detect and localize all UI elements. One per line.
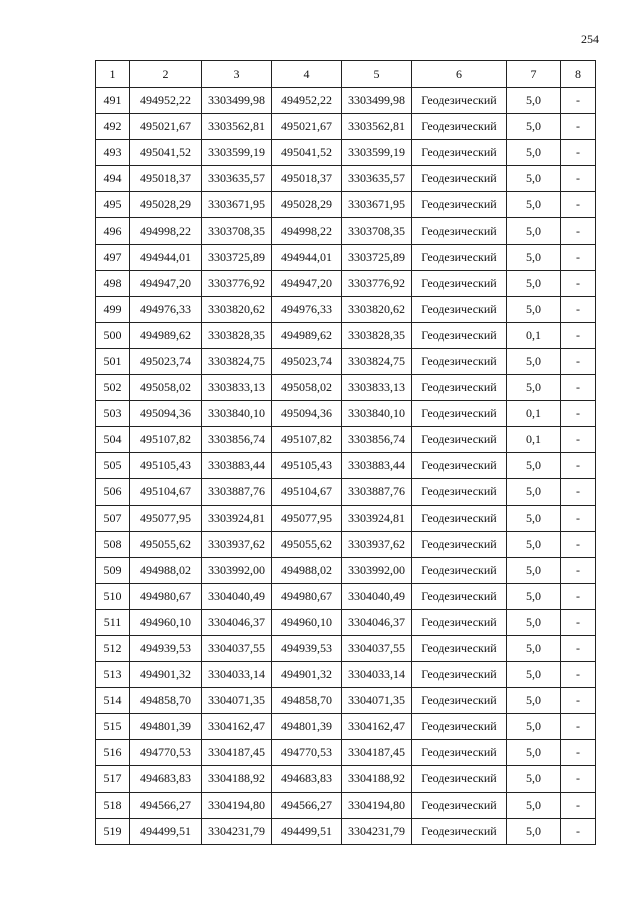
cell-x-coordinate: 494988,02	[130, 557, 202, 583]
table-row	[96, 375, 596, 401]
table-row	[96, 609, 596, 635]
cell-method: Геодезический	[412, 505, 507, 531]
cell-point-number: 496	[96, 218, 130, 244]
cell-method: Геодезический	[412, 688, 507, 714]
cell-note: -	[561, 88, 596, 114]
cell-x-coordinate: 494960,10	[130, 609, 202, 635]
cell-point-number: 500	[96, 322, 130, 348]
table-row	[96, 427, 596, 453]
table-row	[96, 322, 596, 348]
cell-accuracy: 5,0	[507, 114, 561, 140]
cell-x-coordinate: 494980,67	[130, 583, 202, 609]
cell-x-coordinate: 495094,36	[130, 401, 202, 427]
cell-accuracy: 5,0	[507, 270, 561, 296]
cell-method: Геодезический	[412, 244, 507, 270]
cell-method: Геодезический	[412, 401, 507, 427]
cell-note: -	[561, 662, 596, 688]
table-row	[96, 296, 596, 322]
cell-note: -	[561, 453, 596, 479]
cell-accuracy: 5,0	[507, 296, 561, 322]
cell-x-coordinate-repeat: 495023,74	[272, 348, 342, 374]
column-header-6: 6	[412, 61, 507, 88]
cell-point-number: 497	[96, 244, 130, 270]
cell-method: Геодезический	[412, 375, 507, 401]
cell-x-coordinate-repeat: 494858,70	[272, 688, 342, 714]
cell-method: Геодезический	[412, 218, 507, 244]
table-row	[96, 270, 596, 296]
column-header-1: 1	[96, 61, 130, 88]
cell-y-coordinate: 3303708,35	[202, 218, 272, 244]
cell-x-coordinate: 494683,83	[130, 766, 202, 792]
cell-y-coordinate-repeat: 3304231,79	[342, 818, 412, 844]
table-row	[96, 453, 596, 479]
table-row	[96, 192, 596, 218]
cell-x-coordinate-repeat: 495094,36	[272, 401, 342, 427]
cell-y-coordinate: 3303937,62	[202, 531, 272, 557]
cell-point-number: 506	[96, 479, 130, 505]
table-row	[96, 688, 596, 714]
cell-x-coordinate: 494801,39	[130, 714, 202, 740]
cell-y-coordinate-repeat: 3303824,75	[342, 348, 412, 374]
cell-point-number: 517	[96, 766, 130, 792]
cell-note: -	[561, 531, 596, 557]
cell-x-coordinate: 494901,32	[130, 662, 202, 688]
cell-x-coordinate: 495058,02	[130, 375, 202, 401]
cell-accuracy: 5,0	[507, 766, 561, 792]
cell-x-coordinate: 495021,67	[130, 114, 202, 140]
cell-y-coordinate-repeat: 3303820,62	[342, 296, 412, 322]
table-row	[96, 635, 596, 661]
cell-y-coordinate: 3304162,47	[202, 714, 272, 740]
cell-x-coordinate-repeat: 495021,67	[272, 114, 342, 140]
cell-y-coordinate-repeat: 3303883,44	[342, 453, 412, 479]
cell-method: Геодезический	[412, 140, 507, 166]
cell-method: Геодезический	[412, 453, 507, 479]
cell-y-coordinate-repeat: 3304033,14	[342, 662, 412, 688]
cell-y-coordinate-repeat: 3304187,45	[342, 740, 412, 766]
table-row	[96, 218, 596, 244]
cell-x-coordinate: 494566,27	[130, 792, 202, 818]
cell-x-coordinate-repeat: 495055,62	[272, 531, 342, 557]
cell-y-coordinate-repeat: 3303992,00	[342, 557, 412, 583]
table-row	[96, 766, 596, 792]
cell-method: Геодезический	[412, 635, 507, 661]
cell-accuracy: 5,0	[507, 140, 561, 166]
cell-point-number: 504	[96, 427, 130, 453]
cell-y-coordinate: 3303992,00	[202, 557, 272, 583]
cell-y-coordinate-repeat: 3303924,81	[342, 505, 412, 531]
cell-note: -	[561, 296, 596, 322]
cell-x-coordinate-repeat: 495107,82	[272, 427, 342, 453]
cell-y-coordinate: 3303828,35	[202, 322, 272, 348]
cell-x-coordinate-repeat: 495041,52	[272, 140, 342, 166]
cell-accuracy: 5,0	[507, 166, 561, 192]
cell-y-coordinate: 3304033,14	[202, 662, 272, 688]
cell-point-number: 519	[96, 818, 130, 844]
cell-x-coordinate: 494976,33	[130, 296, 202, 322]
cell-y-coordinate-repeat: 3304194,80	[342, 792, 412, 818]
column-header-2: 2	[130, 61, 202, 88]
cell-x-coordinate: 494944,01	[130, 244, 202, 270]
cell-note: -	[561, 583, 596, 609]
cell-accuracy: 5,0	[507, 244, 561, 270]
cell-y-coordinate: 3303635,57	[202, 166, 272, 192]
cell-x-coordinate-repeat: 494980,67	[272, 583, 342, 609]
cell-note: -	[561, 792, 596, 818]
cell-note: -	[561, 688, 596, 714]
column-header-3: 3	[202, 61, 272, 88]
cell-y-coordinate-repeat: 3303856,74	[342, 427, 412, 453]
cell-accuracy: 5,0	[507, 348, 561, 374]
cell-y-coordinate: 3303499,98	[202, 88, 272, 114]
cell-point-number: 507	[96, 505, 130, 531]
cell-method: Геодезический	[412, 322, 507, 348]
table-row	[96, 818, 596, 844]
cell-y-coordinate: 3304040,49	[202, 583, 272, 609]
table-row	[96, 401, 596, 427]
table-row	[96, 166, 596, 192]
cell-y-coordinate: 3304231,79	[202, 818, 272, 844]
cell-x-coordinate-repeat: 494901,32	[272, 662, 342, 688]
cell-method: Геодезический	[412, 479, 507, 505]
cell-y-coordinate-repeat: 3304188,92	[342, 766, 412, 792]
cell-y-coordinate-repeat: 3303562,81	[342, 114, 412, 140]
cell-point-number: 515	[96, 714, 130, 740]
cell-y-coordinate: 3303924,81	[202, 505, 272, 531]
cell-y-coordinate: 3304037,55	[202, 635, 272, 661]
cell-y-coordinate: 3303887,76	[202, 479, 272, 505]
table-body	[96, 88, 596, 845]
cell-accuracy: 5,0	[507, 505, 561, 531]
cell-x-coordinate-repeat: 495104,67	[272, 479, 342, 505]
cell-accuracy: 5,0	[507, 740, 561, 766]
cell-y-coordinate: 3303820,62	[202, 296, 272, 322]
cell-point-number: 501	[96, 348, 130, 374]
cell-note: -	[561, 218, 596, 244]
cell-point-number: 511	[96, 609, 130, 635]
cell-x-coordinate: 495041,52	[130, 140, 202, 166]
cell-accuracy: 5,0	[507, 375, 561, 401]
cell-accuracy: 0,1	[507, 427, 561, 453]
cell-point-number: 509	[96, 557, 130, 583]
cell-x-coordinate-repeat: 495058,02	[272, 375, 342, 401]
cell-method: Геодезический	[412, 766, 507, 792]
cell-method: Геодезический	[412, 427, 507, 453]
cell-x-coordinate: 495018,37	[130, 166, 202, 192]
cell-x-coordinate-repeat: 494976,33	[272, 296, 342, 322]
cell-accuracy: 5,0	[507, 818, 561, 844]
cell-method: Геодезический	[412, 348, 507, 374]
cell-x-coordinate-repeat: 494801,39	[272, 714, 342, 740]
cell-y-coordinate: 3303776,92	[202, 270, 272, 296]
cell-accuracy: 5,0	[507, 192, 561, 218]
header-row	[96, 61, 596, 88]
cell-accuracy: 5,0	[507, 714, 561, 740]
table-row	[96, 244, 596, 270]
cell-y-coordinate: 3303599,19	[202, 140, 272, 166]
cell-accuracy: 5,0	[507, 453, 561, 479]
cell-x-coordinate-repeat: 494566,27	[272, 792, 342, 818]
cell-method: Геодезический	[412, 557, 507, 583]
cell-method: Геодезический	[412, 662, 507, 688]
cell-note: -	[561, 401, 596, 427]
cell-note: -	[561, 140, 596, 166]
table-row	[96, 662, 596, 688]
cell-x-coordinate-repeat: 494988,02	[272, 557, 342, 583]
cell-x-coordinate-repeat: 495018,37	[272, 166, 342, 192]
cell-y-coordinate-repeat: 3303776,92	[342, 270, 412, 296]
table-row	[96, 505, 596, 531]
cell-note: -	[561, 479, 596, 505]
cell-accuracy: 5,0	[507, 557, 561, 583]
cell-y-coordinate: 3303725,89	[202, 244, 272, 270]
cell-note: -	[561, 375, 596, 401]
table-row	[96, 140, 596, 166]
cell-y-coordinate-repeat: 3304162,47	[342, 714, 412, 740]
cell-accuracy: 5,0	[507, 88, 561, 114]
cell-y-coordinate: 3304046,37	[202, 609, 272, 635]
cell-y-coordinate-repeat: 3304037,55	[342, 635, 412, 661]
cell-x-coordinate: 494770,53	[130, 740, 202, 766]
table-row	[96, 348, 596, 374]
column-header-4: 4	[272, 61, 342, 88]
cell-accuracy: 5,0	[507, 218, 561, 244]
cell-y-coordinate-repeat: 3303833,13	[342, 375, 412, 401]
cell-x-coordinate-repeat: 494998,22	[272, 218, 342, 244]
cell-method: Геодезический	[412, 270, 507, 296]
cell-x-coordinate-repeat: 494989,62	[272, 322, 342, 348]
cell-method: Геодезический	[412, 166, 507, 192]
cell-accuracy: 5,0	[507, 662, 561, 688]
cell-y-coordinate-repeat: 3303725,89	[342, 244, 412, 270]
table-row	[96, 740, 596, 766]
cell-note: -	[561, 818, 596, 844]
cell-method: Геодезический	[412, 531, 507, 557]
cell-note: -	[561, 557, 596, 583]
cell-note: -	[561, 505, 596, 531]
table-row	[96, 114, 596, 140]
cell-x-coordinate: 494952,22	[130, 88, 202, 114]
cell-point-number: 491	[96, 88, 130, 114]
cell-x-coordinate-repeat: 494952,22	[272, 88, 342, 114]
table-row	[96, 714, 596, 740]
cell-point-number: 494	[96, 166, 130, 192]
cell-y-coordinate-repeat: 3303635,57	[342, 166, 412, 192]
cell-accuracy: 5,0	[507, 635, 561, 661]
cell-point-number: 502	[96, 375, 130, 401]
page-number: 254	[581, 32, 599, 46]
cell-y-coordinate: 3303562,81	[202, 114, 272, 140]
cell-note: -	[561, 740, 596, 766]
cell-note: -	[561, 244, 596, 270]
cell-point-number: 513	[96, 662, 130, 688]
cell-note: -	[561, 322, 596, 348]
cell-point-number: 516	[96, 740, 130, 766]
cell-point-number: 493	[96, 140, 130, 166]
cell-y-coordinate-repeat: 3304046,37	[342, 609, 412, 635]
cell-note: -	[561, 427, 596, 453]
cell-point-number: 518	[96, 792, 130, 818]
cell-y-coordinate: 3303840,10	[202, 401, 272, 427]
cell-y-coordinate: 3303856,74	[202, 427, 272, 453]
cell-point-number: 512	[96, 635, 130, 661]
cell-x-coordinate-repeat: 494944,01	[272, 244, 342, 270]
cell-point-number: 510	[96, 583, 130, 609]
cell-point-number: 514	[96, 688, 130, 714]
cell-note: -	[561, 192, 596, 218]
cell-x-coordinate-repeat: 494499,51	[272, 818, 342, 844]
cell-x-coordinate: 495023,74	[130, 348, 202, 374]
table-row	[96, 88, 596, 114]
cell-accuracy: 5,0	[507, 688, 561, 714]
cell-note: -	[561, 609, 596, 635]
cell-x-coordinate: 494998,22	[130, 218, 202, 244]
cell-accuracy: 0,1	[507, 322, 561, 348]
cell-y-coordinate: 3303671,95	[202, 192, 272, 218]
table-row	[96, 583, 596, 609]
cell-y-coordinate: 3304194,80	[202, 792, 272, 818]
cell-accuracy: 0,1	[507, 401, 561, 427]
cell-x-coordinate: 495028,29	[130, 192, 202, 218]
cell-y-coordinate: 3303833,13	[202, 375, 272, 401]
cell-y-coordinate-repeat: 3303887,76	[342, 479, 412, 505]
cell-y-coordinate-repeat: 3304040,49	[342, 583, 412, 609]
cell-note: -	[561, 714, 596, 740]
cell-x-coordinate: 494947,20	[130, 270, 202, 296]
cell-x-coordinate: 494499,51	[130, 818, 202, 844]
cell-x-coordinate-repeat: 494939,53	[272, 635, 342, 661]
cell-accuracy: 5,0	[507, 583, 561, 609]
cell-point-number: 499	[96, 296, 130, 322]
cell-note: -	[561, 766, 596, 792]
cell-accuracy: 5,0	[507, 531, 561, 557]
table-row	[96, 557, 596, 583]
cell-point-number: 508	[96, 531, 130, 557]
cell-y-coordinate-repeat: 3303828,35	[342, 322, 412, 348]
cell-point-number: 498	[96, 270, 130, 296]
cell-note: -	[561, 635, 596, 661]
table-header	[96, 61, 596, 88]
column-header-7: 7	[507, 61, 561, 88]
cell-note: -	[561, 270, 596, 296]
cell-method: Геодезический	[412, 740, 507, 766]
cell-method: Геодезический	[412, 296, 507, 322]
cell-method: Геодезический	[412, 818, 507, 844]
cell-note: -	[561, 348, 596, 374]
cell-note: -	[561, 166, 596, 192]
cell-x-coordinate-repeat: 495105,43	[272, 453, 342, 479]
cell-method: Геодезический	[412, 114, 507, 140]
cell-point-number: 505	[96, 453, 130, 479]
cell-x-coordinate: 494858,70	[130, 688, 202, 714]
cell-method: Геодезический	[412, 714, 507, 740]
cell-x-coordinate-repeat: 494770,53	[272, 740, 342, 766]
table-row	[96, 479, 596, 505]
cell-y-coordinate: 3303883,44	[202, 453, 272, 479]
cell-point-number: 492	[96, 114, 130, 140]
table-row	[96, 792, 596, 818]
cell-x-coordinate: 494939,53	[130, 635, 202, 661]
table-row	[96, 531, 596, 557]
cell-y-coordinate-repeat: 3303708,35	[342, 218, 412, 244]
cell-y-coordinate: 3304188,92	[202, 766, 272, 792]
cell-y-coordinate-repeat: 3303840,10	[342, 401, 412, 427]
coordinates-table	[95, 60, 596, 845]
cell-x-coordinate: 495077,95	[130, 505, 202, 531]
cell-x-coordinate-repeat: 494683,83	[272, 766, 342, 792]
cell-point-number: 503	[96, 401, 130, 427]
cell-accuracy: 5,0	[507, 479, 561, 505]
cell-method: Геодезический	[412, 609, 507, 635]
cell-accuracy: 5,0	[507, 792, 561, 818]
cell-y-coordinate: 3304071,35	[202, 688, 272, 714]
cell-accuracy: 5,0	[507, 609, 561, 635]
cell-method: Геодезический	[412, 583, 507, 609]
cell-x-coordinate: 495104,67	[130, 479, 202, 505]
cell-x-coordinate-repeat: 494960,10	[272, 609, 342, 635]
column-header-8: 8	[561, 61, 596, 88]
cell-y-coordinate-repeat: 3304071,35	[342, 688, 412, 714]
cell-y-coordinate-repeat: 3303499,98	[342, 88, 412, 114]
cell-x-coordinate-repeat: 495028,29	[272, 192, 342, 218]
cell-x-coordinate-repeat: 495077,95	[272, 505, 342, 531]
cell-x-coordinate-repeat: 494947,20	[272, 270, 342, 296]
cell-y-coordinate-repeat: 3303599,19	[342, 140, 412, 166]
cell-x-coordinate: 495107,82	[130, 427, 202, 453]
column-header-5: 5	[342, 61, 412, 88]
cell-y-coordinate: 3303824,75	[202, 348, 272, 374]
cell-x-coordinate: 494989,62	[130, 322, 202, 348]
cell-method: Геодезический	[412, 792, 507, 818]
cell-x-coordinate: 495055,62	[130, 531, 202, 557]
cell-method: Геодезический	[412, 192, 507, 218]
cell-y-coordinate-repeat: 3303937,62	[342, 531, 412, 557]
cell-note: -	[561, 114, 596, 140]
cell-y-coordinate-repeat: 3303671,95	[342, 192, 412, 218]
cell-method: Геодезический	[412, 88, 507, 114]
cell-point-number: 495	[96, 192, 130, 218]
cell-y-coordinate: 3304187,45	[202, 740, 272, 766]
cell-x-coordinate: 495105,43	[130, 453, 202, 479]
